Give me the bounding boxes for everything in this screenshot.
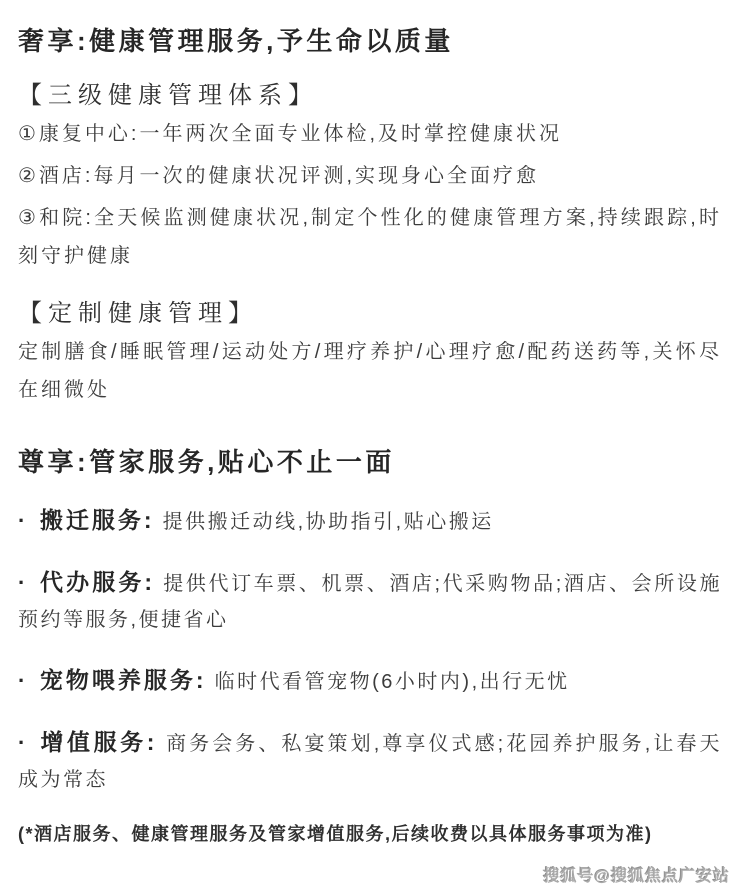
service-name-agency: 代办服务: [40,569,156,596]
article-page [0,26,740,891]
three-tier-item-hotel: ②酒店:每月一次的健康状况评测,实现身心全面疗愈 [18,165,540,188]
butler-service-item-agency [18,564,722,638]
section-heading-three-tier: 【三级健康管理体系】 [18,82,318,110]
bullet-dot-icon: · [18,730,28,756]
three-tier-item-rehab-center: ①康复中心:一年两次全面专业体检,及时掌控健康状况 [18,123,563,146]
page-title-butler-service: 尊享:管家服务,贴心不止一面 [18,447,395,478]
service-desc-pet-care: 临时代看管宠物(6小时内),出行无忧 [214,671,570,694]
butler-service-item-pet-care [18,662,722,700]
service-desc-value-added: 商务会务、私宴策划,尊享仪式感;花园养护服务,让春天成为常态 [18,733,723,792]
service-name-value-added: 增值服务: [40,729,158,756]
service-desc-agency: 提供代订车票、机票、酒店;代采购物品;酒店、会所设施预约等服务,便捷省心 [18,573,722,632]
sohu-watermark: 搜狐号@搜狐焦点广安站 [543,868,730,885]
service-name-pet-care: 宠物喂养服务: [39,667,207,694]
custom-health-body: 定制膳食/睡眠管理/运动处方/理疗养护/心理疗愈/配药送药等,关怀尽在细微处 [18,341,722,402]
bullet-dot-icon: · [18,508,28,534]
three-tier-item-courtyard: ③和院:全天候监测健康状况,制定个性化的健康管理方案,持续跟踪,时刻守护健康 [18,207,722,268]
service-name-relocation: 搬迁服务: [39,507,155,534]
article-content [18,26,722,848]
butler-service-item-relocation [18,502,722,540]
page-title-health-management: 奢享:健康管理服务,予生命以质量 [18,26,454,56]
section-heading-custom-health: 【定制健康管理】 [18,300,258,328]
bullet-dot-icon: · [18,668,28,694]
butler-service-item-value-added [18,724,722,798]
bullet-dot-icon: · [18,570,28,596]
footnote-pricing-disclaimer: (*酒店服务、健康管理服务及管家增值服务,后续收费以具体服务事项为准) [18,824,653,845]
service-desc-relocation: 提供搬迁动线,协助指引,贴心搬运 [162,511,494,534]
